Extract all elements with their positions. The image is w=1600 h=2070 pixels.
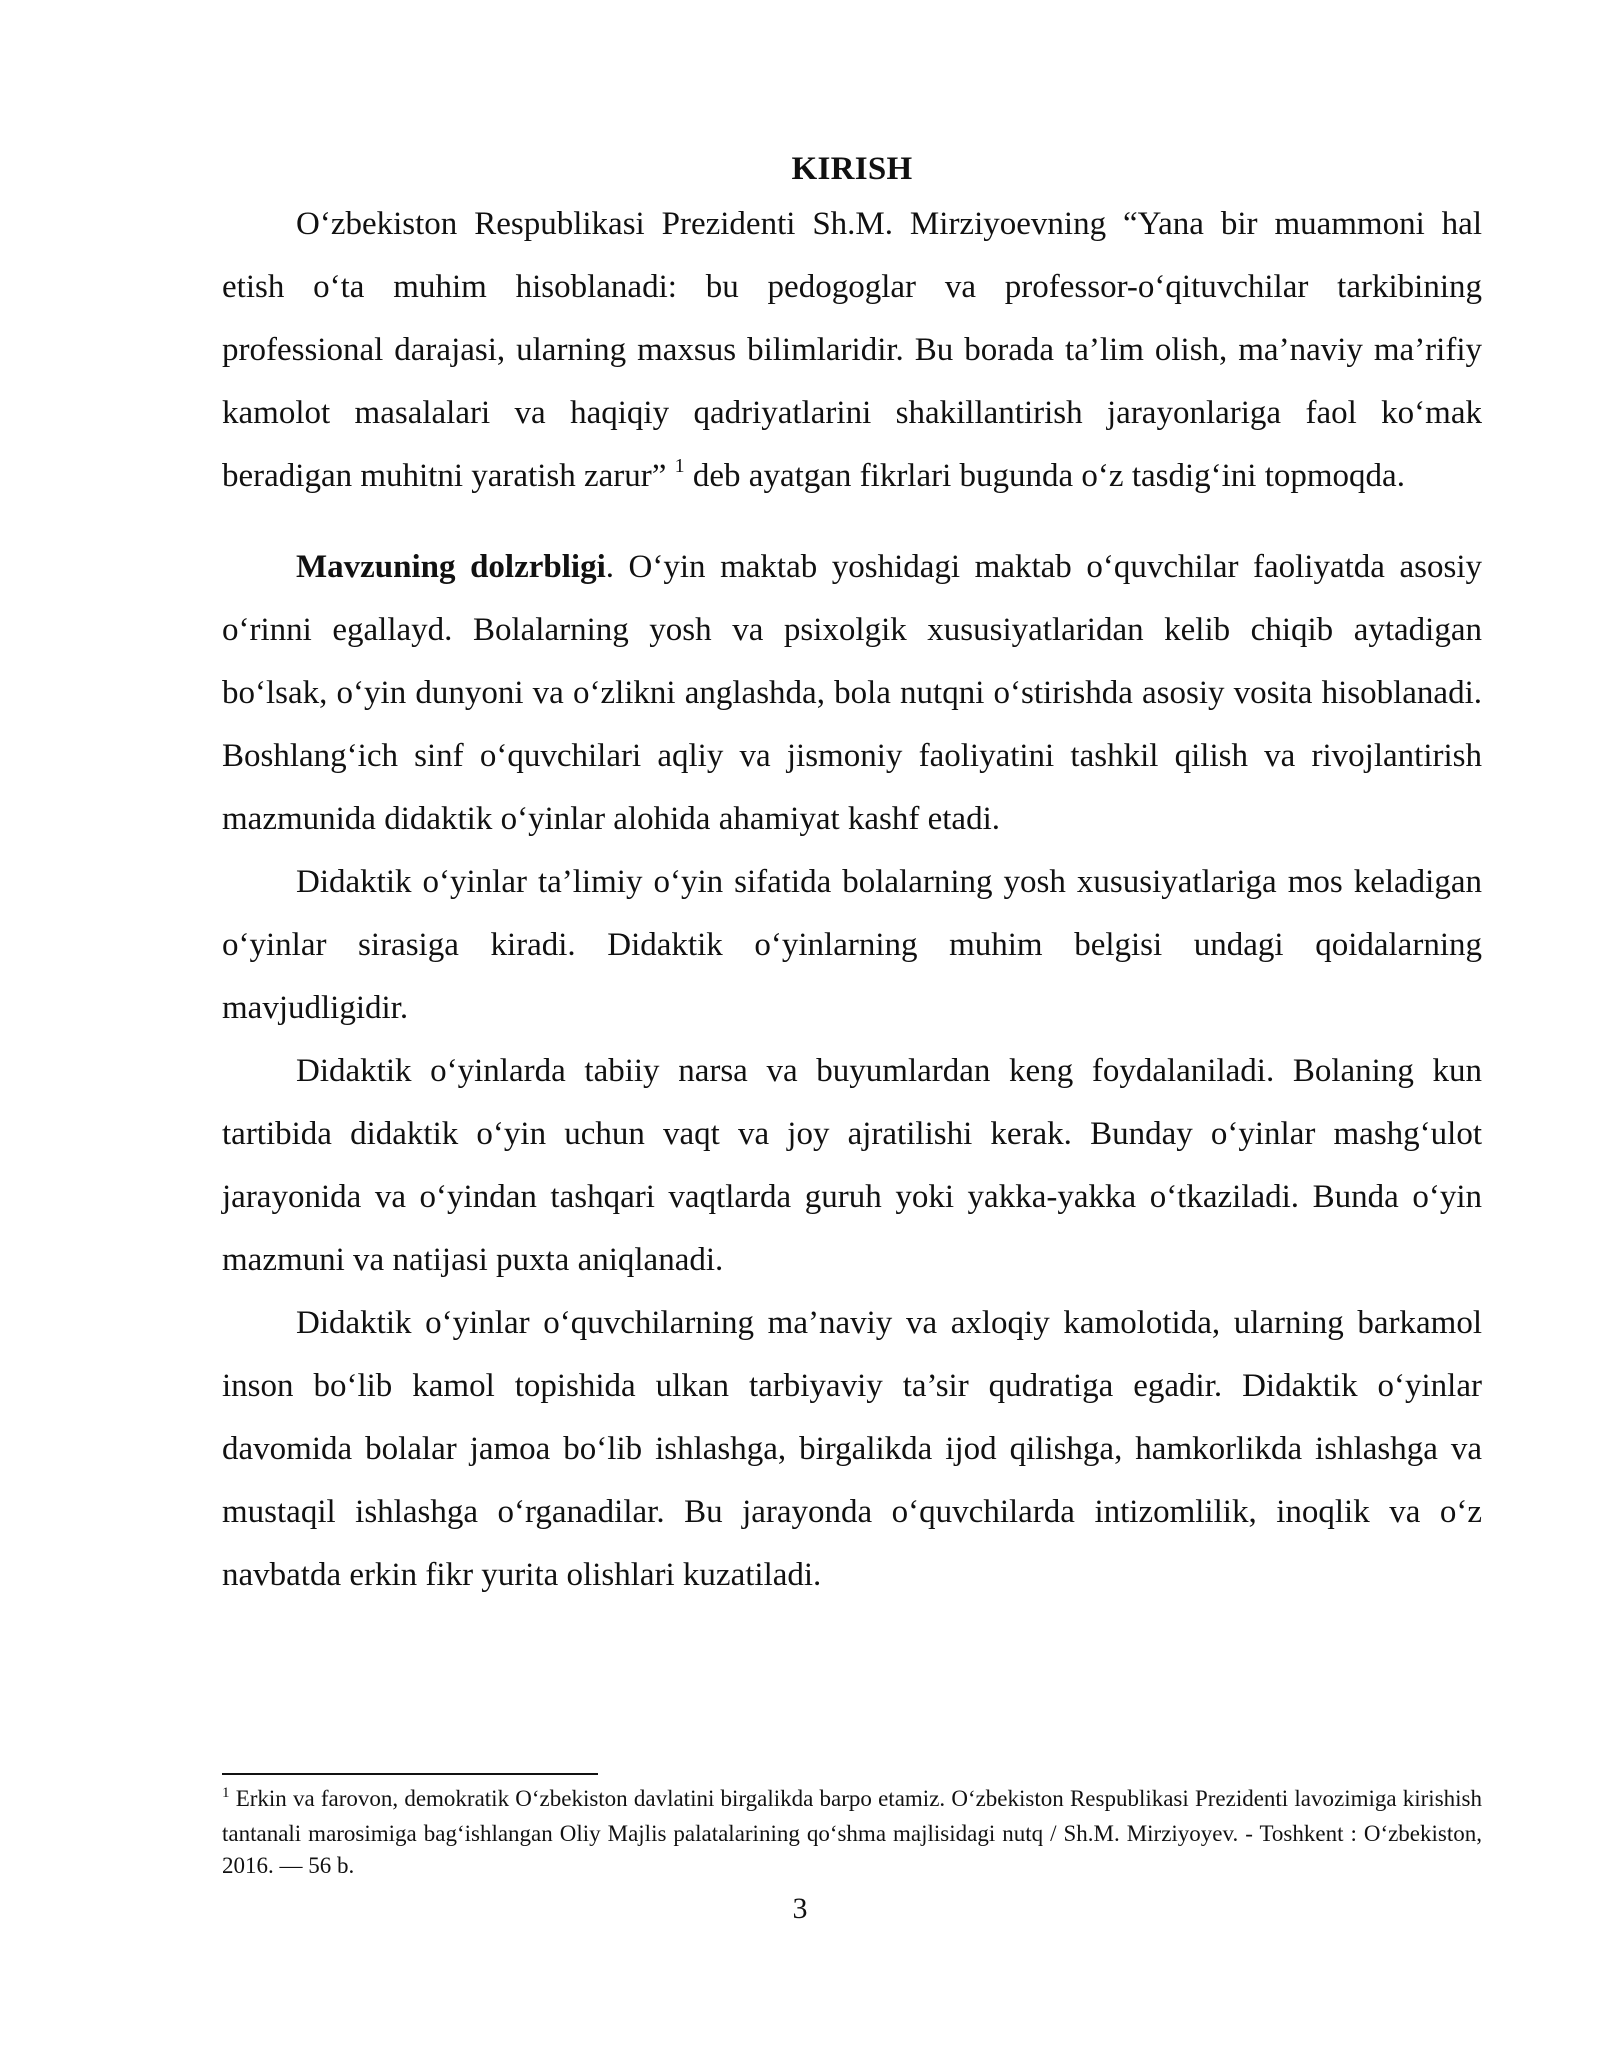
footnote-divider [222, 1773, 598, 1775]
footnote-marker: 1 [222, 1785, 230, 1801]
paragraph-intro-text: O‘zbekiston Respublikasi Prezidenti Sh.M. Mirziyoevning “Yana bir muammoni hal etish o‘ta muhim hisoblanadi: bu pedogoglar va professor-o‘qituvchilar tarkibining professional darajasi, ularning maxsus bilimlaridir. Bu borada ta’lim olish, ma’naviy ma’rifiy kamolot masalalari va haqiqiy qadriyatlarini shakillantirish jarayonlariga faol ko‘mak beradigan muhitni yaratish zarur” [222, 206, 1482, 494]
footnote-text: Erkin va farovon, demokratik O‘zbekiston davlatini birgalikda barpo etamiz. O‘zbekiston Respublikasi Prezidenti lavozimiga kirishish tantanali marosimiga bag‘ishlangan Oliy Majlis palatalarining qo‘shma majlisidagi nutq / Sh.M. Mirziyoyev. - Toshkent : O‘zbekiston, 2016. — 56 b. [222, 1786, 1482, 1878]
page-number: 3 [792, 1892, 808, 1925]
paragraph-relevance-text: . O‘yin maktab yoshidagi maktab o‘quvchilar faoliyatda asosiy o‘rinni egallayd. Bolalarning yosh va psixolgik xususiyatlaridan kelib chiqib aytadigan bo‘lsak, o‘yin dunyoni va o‘zlikni anglashda, bola nutqni o‘stirishda asosiy vosita hisoblanadi. Boshlang‘ich sinf o‘quvchilari aqliy va jismoniy faoliyatini tashkil qilish va rivojlantirish mazmunida didaktik o‘yinlar alohida ahamiyat kashf etadi. [222, 549, 1482, 837]
paragraph-natural-objects: Didaktik o‘yinlarda tabiiy narsa va buyumlardan keng foydalaniladi. Bolaning kun tartibida didaktik o‘yin uchun vaqt va joy ajratilishi kerak. Bunday o‘yinlar mashg‘ulot jarayonida va o‘yindan tashqari vaqtlarda guruh yoki yakka-yakka o‘tkaziladi. Bunda o‘yin mazmuni va natijasi puxta aniqlanadi. [222, 1053, 1482, 1278]
paragraph-intro [222, 193, 1482, 512]
page-title: KIRISH [791, 151, 913, 187]
paragraph-relevance-heading: Mavzuning dolzrbligi [296, 549, 606, 585]
footnote-reference[interactable]: 1 [674, 455, 685, 477]
paragraph-relevance [222, 536, 1482, 851]
paragraph-intro-continuation: deb ayatgan fikrlari bugunda o‘z tasdig‘ini topmoqda. [692, 458, 1405, 494]
paragraph-didactic-games: Didaktik o‘yinlar ta’limiy o‘yin sifatida bolalarning yosh xususiyatlariga mos keladigan o‘yinlar sirasiga kiradi. Didaktik o‘yinlarning muhim belgisi undagi qoidalarning mavjudligidir. [222, 864, 1482, 1026]
paragraph-moral-development: Didaktik o‘yinlar o‘quvchilarning ma’naviy va axloqiy kamolotida, ularning barkamol inson bo‘lib kamol topishida ulkan tarbiyaviy ta’sir qudratiga egadir. Didaktik o‘yinlar davomida bolalar jamoa bo‘lib ishlashga, birgalikda ijod qilishga, hamkorlikda ishlashga va mustaqil ishlashga o‘rganadilar. Bu jarayonda o‘quvchilarda intizomlilik, inoqlik va o‘z navbatda erkin fikr yurita olishlari kuzatiladi. [222, 1305, 1482, 1593]
body-text [222, 145, 1482, 1607]
footnote [222, 1783, 1482, 1882]
